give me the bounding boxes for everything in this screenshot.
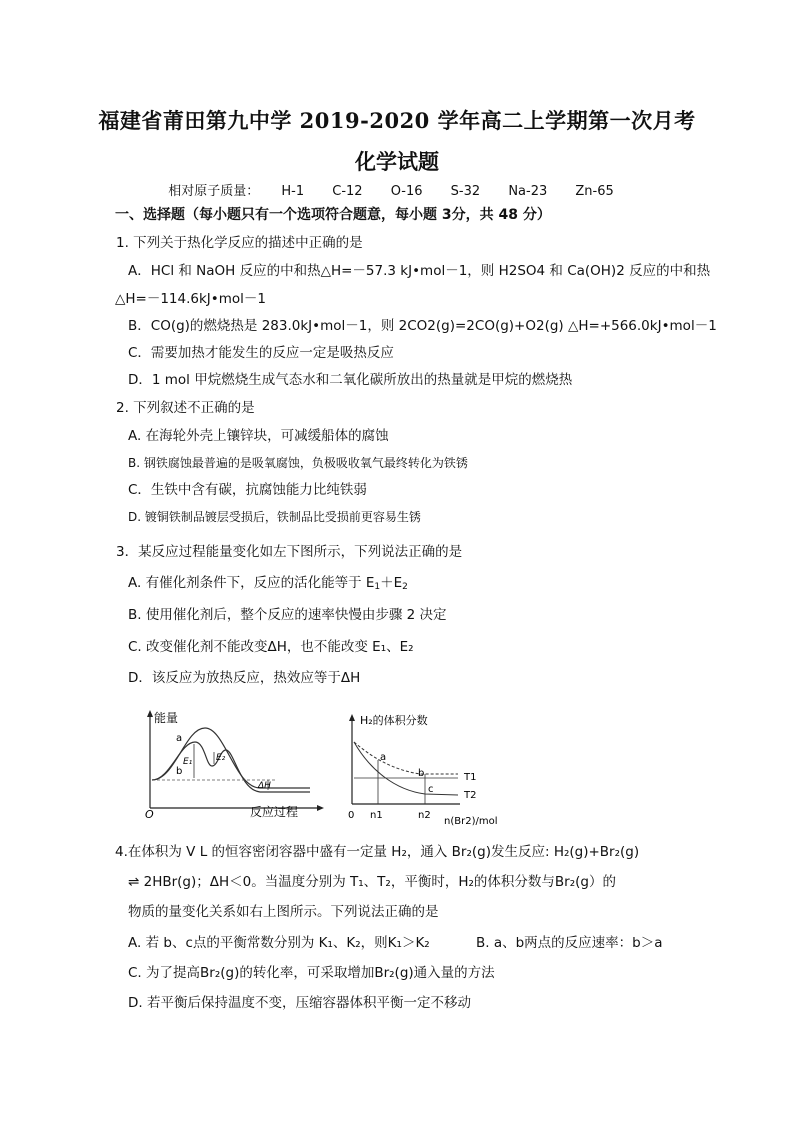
exam-subtitle: 化学试题	[355, 149, 439, 174]
label-e1: E₁	[183, 757, 193, 767]
curve-label-a: a	[176, 733, 183, 744]
subscript: 2	[402, 582, 408, 592]
q1-option-b: B．CO(g)的燃烧热是 283.0kJ•mol－1，则 2CO2(g)=2CO(g)+O2(g) △H=+566.0kJ•mol－1	[128, 318, 717, 334]
legend-t2: T2	[464, 790, 477, 801]
label-dh: ΔH	[258, 781, 271, 791]
atomic-masses-label: 相对原子质量：	[168, 184, 260, 199]
q3-option-a-text: A. 有催化剂条件下，反应的活化能等于 E	[128, 575, 375, 591]
point-label-c: c	[428, 784, 434, 795]
q2-option-a: A. 在海轮外壳上镶锌块，可减缓船体的腐蚀	[128, 428, 389, 444]
energy-diagram	[140, 708, 330, 820]
q2-option-b: B. 钢铁腐蚀最普遍的是吸氧腐蚀，负极吸收氧气最终转化为铁锈	[128, 456, 468, 470]
q4-option-a: A. 若 b、c点的平衡常数分别为 K₁、K₂，则K₁＞K₂	[128, 935, 430, 951]
q1-option-d: D．1 mol 甲烷燃烧生成气态水和二氧化碳所放出的热量就是甲烷的燃烧热	[128, 372, 573, 388]
chart-origin: 0	[348, 810, 355, 821]
atomic-mass-item: Na-23	[508, 184, 548, 199]
arrow-up-icon	[147, 710, 153, 717]
question-4-line1: 4.在体积为 V L 的恒容密闭容器中盛有一定量 H₂，通入 Br₂(g)发生反应: H₂(g)+Br₂(g)	[115, 844, 640, 860]
arrow-up-icon	[349, 714, 355, 721]
h2-fraction-chart	[340, 712, 515, 830]
energy-xlabel: 反应过程	[250, 805, 299, 819]
atomic-mass-item: C-12	[332, 184, 363, 199]
atomic-mass-item: O-16	[390, 184, 423, 199]
question-1-stem: 1. 下列关于热化学反应的描述中正确的是	[116, 235, 363, 251]
series-t1	[354, 742, 458, 774]
q4-option-d: D. 若平衡后保持温度不变，压缩容器体积平衡一定不移动	[128, 995, 471, 1011]
atomic-mass-item: H-1	[281, 184, 305, 199]
series-t2	[354, 742, 458, 795]
q2-option-c: C．生铁中含有碳，抗腐蚀能力比纯铁弱	[128, 482, 367, 498]
q3-option-c: C. 改变催化剂不能改变ΔH，也不能改变 E₁、E₂	[128, 639, 414, 655]
q3-option-d: D．该反应为放热反应，热效应等于ΔH	[128, 670, 361, 686]
question-2-stem: 2. 下列叙述不正确的是	[116, 400, 255, 416]
atomic-mass-item: S-32	[450, 184, 481, 199]
chart-xlabel: n(Br2)/mol	[444, 816, 498, 827]
point-label-a: a	[380, 752, 387, 763]
energy-origin: O	[145, 808, 154, 820]
q4-option-b: B. a、b两点的反应速率：b＞a	[476, 935, 663, 951]
question-4-line2: ⇌ 2HBr(g)；ΔH＜0。当温度分别为 T₁、T₂，平衡时，H₂的体积分数与Br₂(g）的	[128, 874, 616, 890]
q4-option-c: C. 为了提高Br₂(g)的转化率，可采取增加Br₂(g)通入量的方法	[128, 965, 495, 981]
q1-option-a: A．HCl 和 NaOH 反应的中和热△H=－57.3 kJ•mol－1，则 H2SO4 和 Ca(OH)2 反应的中和热	[128, 263, 711, 279]
atomic-mass-item: Zn-65	[575, 184, 614, 199]
q3-option-a-text2: ＋E	[380, 575, 403, 591]
label-e2: E₂	[216, 753, 226, 763]
point-label-b: b	[418, 768, 425, 779]
curve-label-b: b	[176, 766, 183, 777]
question-4-line3: 物质的量变化关系如右上图所示。下列说法正确的是	[128, 904, 439, 920]
energy-ylabel: 能量	[154, 711, 179, 725]
q3-option-b: B. 使用催化剂后，整个反应的速率快慢由步骤 2 决定	[128, 607, 447, 623]
q3-option-a	[128, 574, 408, 592]
chart-ylabel: H₂的体积分数	[360, 714, 428, 727]
q1-option-c: C．需要加热才能发生的反应一定是吸热反应	[128, 345, 394, 361]
q2-option-d: D. 镀铜铁制品镀层受损后，铁制品比受损前更容易生锈	[128, 510, 421, 524]
atomic-masses	[0, 180, 794, 199]
legend-t1: T1	[464, 772, 477, 783]
question-3-stem: 3．某反应过程能量变化如左下图所示，下列说法正确的是	[116, 544, 463, 560]
q1-option-a-cont: △H=－114.6kJ•mol－1	[115, 291, 267, 307]
subscript: 1	[374, 582, 381, 592]
arrow-right-icon	[317, 805, 324, 811]
exam-title: 福建省莆田第九中学 2019-2020 学年高二上学期第一次月考	[98, 108, 696, 133]
section-heading: 一、选择题（每小题只有一个选项符合题意，每小题 3分，共 48 分）	[115, 207, 551, 223]
tick-n2: n2	[418, 810, 431, 821]
tick-n1: n1	[370, 810, 383, 821]
